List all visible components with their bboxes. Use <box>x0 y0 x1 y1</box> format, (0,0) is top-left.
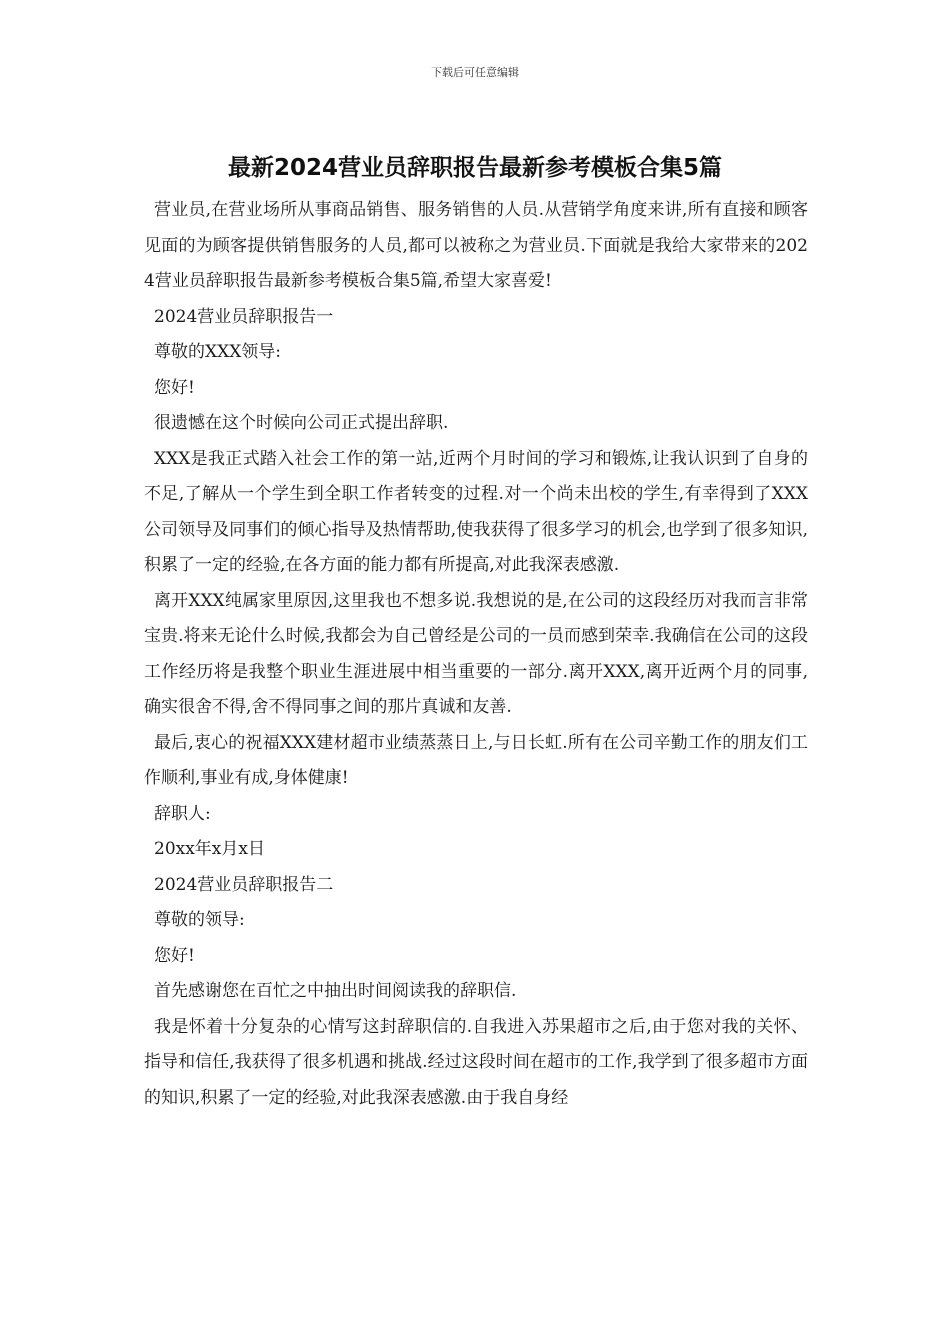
salutation-2: 尊敬的领导: <box>154 910 245 930</box>
paragraph-intro: 营业员,在营业场所从事商品销售、服务销售的人员.从营销学角度来讲,所有直接和顾客见面的为顾客提供销售服务的人员,都可以被称之为营业员.下面就是我给大家带来的2024营业员辞职报告最新参考模板合集5篇,希望大家喜爱! <box>144 200 808 291</box>
section-heading-1: 2024营业员辞职报告一 <box>154 306 334 327</box>
document-title: 最新2024营业员辞职报告最新参考模板合集5篇 <box>227 155 723 181</box>
paragraph: 离开XXX纯属家里原因,这里我也不想多说.我想说的是,在公司的这段经历对我而言非常宝贵.将来无论什么时候,我都会为自己曾经是公司的一员而感到荣幸.我确信在公司的这段工作经历将是我整个职业生涯进展中相当重要的一部分.离开XXX,离开近两个月的同事,确实很舍不得,舍不得同事之间的那片真诚和友善. <box>144 590 808 717</box>
paragraph: 我是怀着十分复杂的心情写这封辞职信的.自我进入苏果超市之后,由于您对我的关怀、指导和信任,我获得了很多机遇和挑战.经过这段时间在超市的工作,我学到了很多超市方面的知识,积累了一定的经验,对此我深表感激.由于我自身经 <box>144 1016 808 1108</box>
signature-label: 辞职人: <box>154 803 211 824</box>
document-body <box>144 193 808 1116</box>
paragraph: XXX是我正式踏入社会工作的第一站,近两个月时间的学习和锻炼,让我认识到了自身的不足,了解从一个学生到全职工作者转变的过程.对一个尚未出校的学生,有幸得到了XXX公司领导及同事们的倾心指导及热情帮助,使我获得了很多学习的机会,也学到了很多知识,积累了一定的经验,在各方面的能力都有所提高,对此我深表感激. <box>144 448 808 575</box>
paragraph: 最后,衷心的祝福XXX建材超市业绩蒸蒸日上,与日长虹.所有在公司辛勤工作的朋友们工作顺利,事业有成,身体健康! <box>144 732 808 788</box>
paragraph: 很遗憾在这个时候向公司正式提出辞职. <box>154 413 449 433</box>
greeting-2: 您好! <box>154 945 195 966</box>
salutation-1: 尊敬的XXX领导: <box>154 342 282 362</box>
paragraph: 首先感谢您在百忙之中抽出时间阅读我的辞职信. <box>154 981 517 1001</box>
page-header-note: 下载后可任意编辑 <box>431 66 519 79</box>
section-heading-2: 2024营业员辞职报告二 <box>154 874 334 895</box>
date-line: 20xx年x月x日 <box>154 839 265 859</box>
greeting-1: 您好! <box>154 377 195 398</box>
